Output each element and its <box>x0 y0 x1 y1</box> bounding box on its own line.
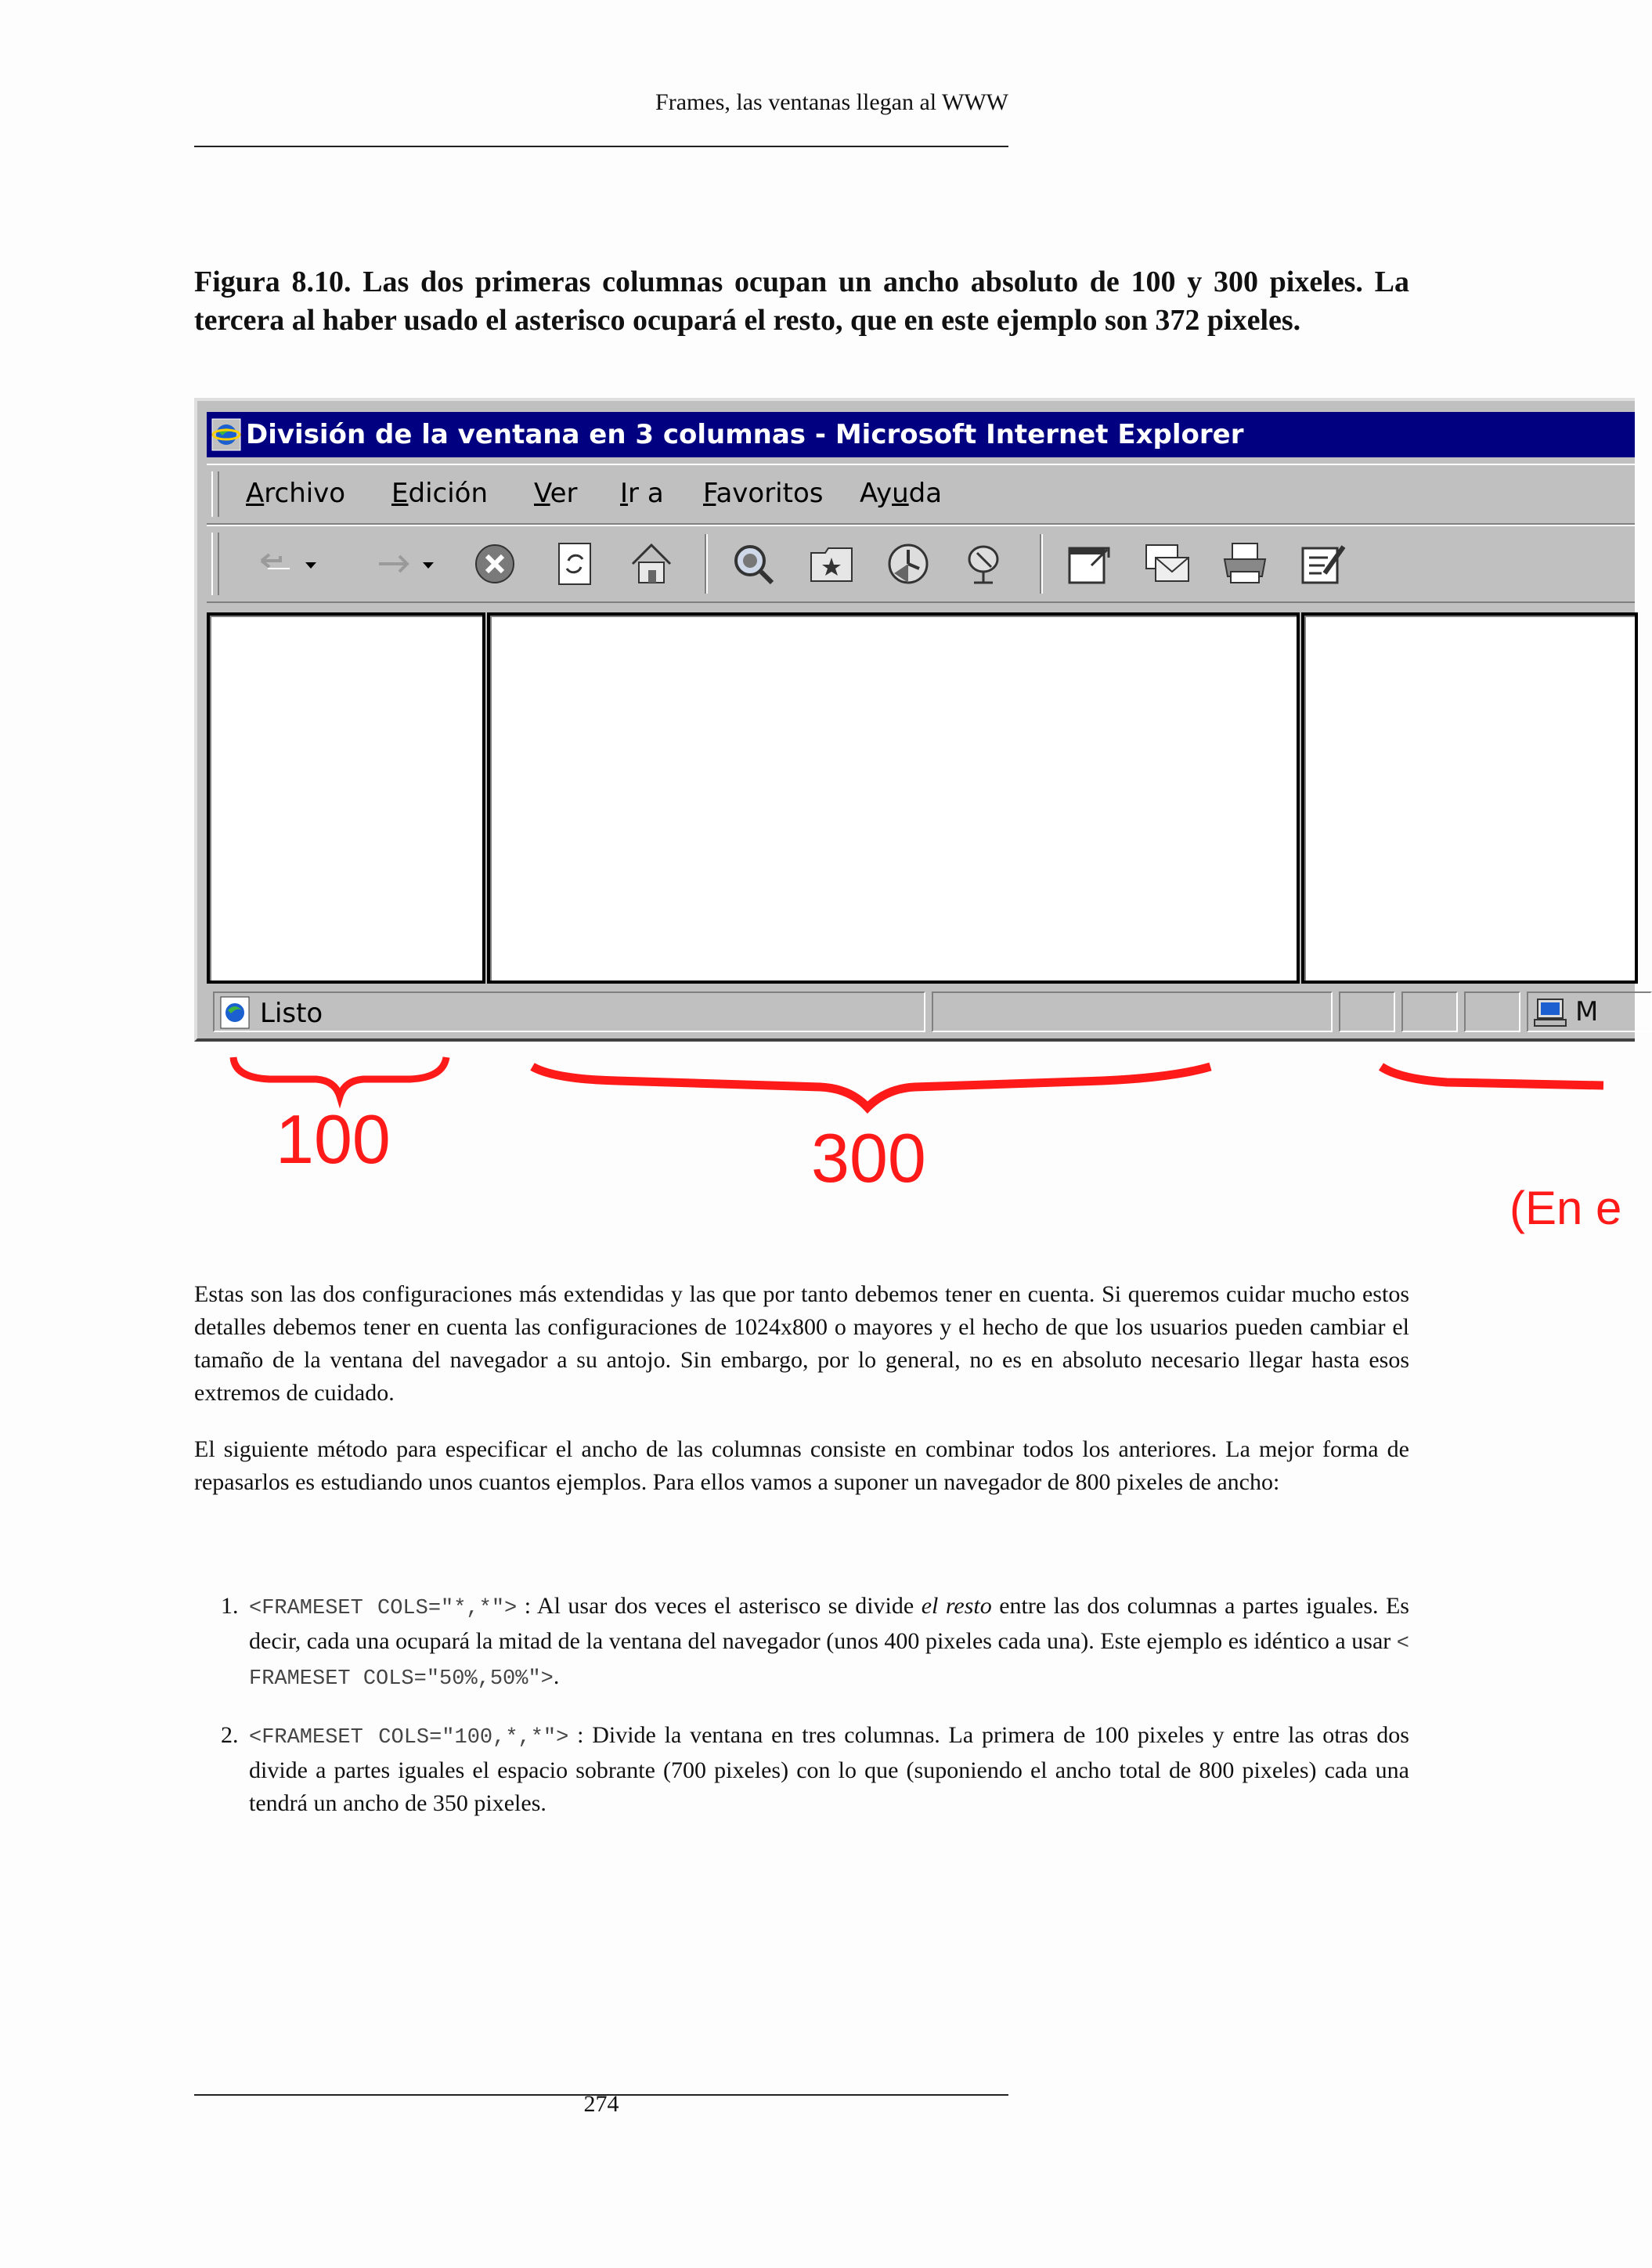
annotation-rest: (En e <box>1510 1182 1622 1234</box>
status-text: Listo <box>260 998 323 1029</box>
mail-icon <box>1140 537 1193 590</box>
frame-column-3[interactable] <box>1301 612 1638 984</box>
status-bar <box>207 987 1635 1035</box>
header-rule <box>194 146 1008 147</box>
list-number: 2. <box>221 1722 239 1748</box>
stop-button[interactable] <box>468 537 521 590</box>
figure-screenshot <box>194 398 1622 1267</box>
status-panel-small <box>1401 991 1458 1032</box>
search-button[interactable] <box>727 537 780 590</box>
page-icon <box>219 996 251 1032</box>
edit-button[interactable] <box>1297 537 1350 590</box>
computer-icon <box>1533 996 1567 1032</box>
menu-archivo[interactable]: Archivo <box>246 478 346 509</box>
stop-icon <box>468 537 521 590</box>
fullscreen-button[interactable] <box>1062 537 1115 590</box>
print-icon <box>1218 537 1271 590</box>
refresh-button[interactable] <box>548 537 601 590</box>
code-snippet: < FRAMESET COLS="50%,50%"> <box>249 1632 1409 1691</box>
code-snippet: <FRAMESET COLS="100,*,*"> <box>249 1726 569 1750</box>
frameset <box>207 612 1635 984</box>
forward-icon <box>363 537 449 590</box>
menu-ver[interactable]: Ver <box>534 478 578 509</box>
annotation-100: 100 <box>276 1100 391 1178</box>
frame-column-1[interactable] <box>207 612 485 984</box>
menu-edicion[interactable]: Edición <box>391 478 489 509</box>
menu-grip[interactable] <box>211 471 219 517</box>
running-head: Frames, las ventanas llegan al WWW <box>655 89 1008 115</box>
window-title: División de la ventana en 3 columnas - Microsoft Internet Explorer <box>246 419 1244 450</box>
channels-button[interactable] <box>960 537 1013 590</box>
toolbar-separator <box>1040 534 1043 594</box>
brace-300 <box>532 1067 1210 1107</box>
menu-favoritos[interactable]: Favoritos <box>703 478 824 509</box>
paragraph: Estas son las dos configuraciones más extendidas y las que por tanto debemos tener en cuenta. Si queremos cuidar mucho estos detalles debemos tener en cuenta las configuraciones de 1024x800 o mayores y el hecho de que los usuarios pueden cambiar el tamaño de la ventana del navegador a su antojo. Sin embargo, por lo general, no es en absoluto necesario llegar hasta esos extremos de cuidado. <box>194 1281 1409 1406</box>
forward-button[interactable] <box>363 537 449 590</box>
menu-bar <box>207 464 1635 525</box>
favorites-icon <box>805 537 858 590</box>
status-panel-small <box>1339 991 1395 1032</box>
edit-icon <box>1297 537 1350 590</box>
menu-ayuda[interactable]: Ayuda <box>860 478 943 509</box>
search-icon <box>727 537 780 590</box>
annotation-300: 300 <box>811 1119 926 1197</box>
list-number: 1. <box>221 1593 239 1619</box>
toolbar <box>207 525 1635 603</box>
mail-button[interactable] <box>1140 537 1193 590</box>
figure-caption: Figura 8.10. Las dos primeras columnas ocupan un ancho absoluto de 100 y 300 pixeles. La tercera al haber usado el asterisco ocupará el resto, que en este ejemplo son 372 pixeles. <box>194 265 1409 337</box>
home-icon <box>625 537 678 590</box>
status-panel-small <box>1464 991 1520 1032</box>
fullscreen-icon <box>1062 537 1115 590</box>
back-button[interactable] <box>246 537 332 590</box>
status-zone-text: M <box>1575 996 1599 1027</box>
brace-rest <box>1381 1067 1603 1085</box>
ie-logo-icon <box>211 418 241 465</box>
paragraph: El siguiente método para especificar el ancho de las columnas consiste en combinar todos los anteriores. La mejor forma de repasarlos es estudiando unos cuantos ejemplos. Para ellos vamos a suponer un navegador de 800 pixeles de ancho: <box>194 1436 1409 1495</box>
example-list <box>221 1590 1409 1844</box>
status-panel-main <box>213 991 925 1032</box>
list-item: 2. <FRAMESET COLS="100,*,*"> : Divide la ventana en tres columnas. La primera de 100 pixeles y entre las otras dos divide a partes iguales el espacio sobrante (700 pixeles) con lo que (suponiendo el ancho total de 800 pixeles) cada una tendrá un ancho de 350 pixeles. <box>221 1719 1409 1820</box>
print-button[interactable] <box>1218 537 1271 590</box>
page-number: 274 <box>583 2091 619 2117</box>
status-panel-progress <box>932 991 1333 1032</box>
ie-window <box>194 398 1635 1042</box>
home-button[interactable] <box>625 537 678 590</box>
frame-column-2[interactable] <box>487 612 1300 984</box>
refresh-icon <box>548 537 601 590</box>
channels-icon <box>960 537 1013 590</box>
history-button[interactable] <box>882 537 935 590</box>
code-snippet: <FRAMESET COLS="*,*"> <box>249 1597 518 1620</box>
menu-ir-a[interactable]: Ir a <box>620 478 664 509</box>
list-item: 1. <FRAMESET COLS="*,*"> : Al usar dos veces el asterisco se divide el resto entre las dos columnas a partes iguales. Es decir, cada una ocupará la mitad de la ventana del navegador (unos 400 pixeles cada una). Este ejemplo es idéntico a usar < FRAMESET COLS="50%,50%">. <box>221 1590 1409 1696</box>
title-bar[interactable] <box>207 412 1635 457</box>
back-icon <box>246 537 332 590</box>
toolbar-separator <box>705 534 708 594</box>
history-icon <box>882 537 935 590</box>
favorites-button[interactable] <box>805 537 858 590</box>
brace-100 <box>233 1057 446 1096</box>
status-panel-zone <box>1527 991 1652 1032</box>
toolbar-grip[interactable] <box>211 533 219 595</box>
